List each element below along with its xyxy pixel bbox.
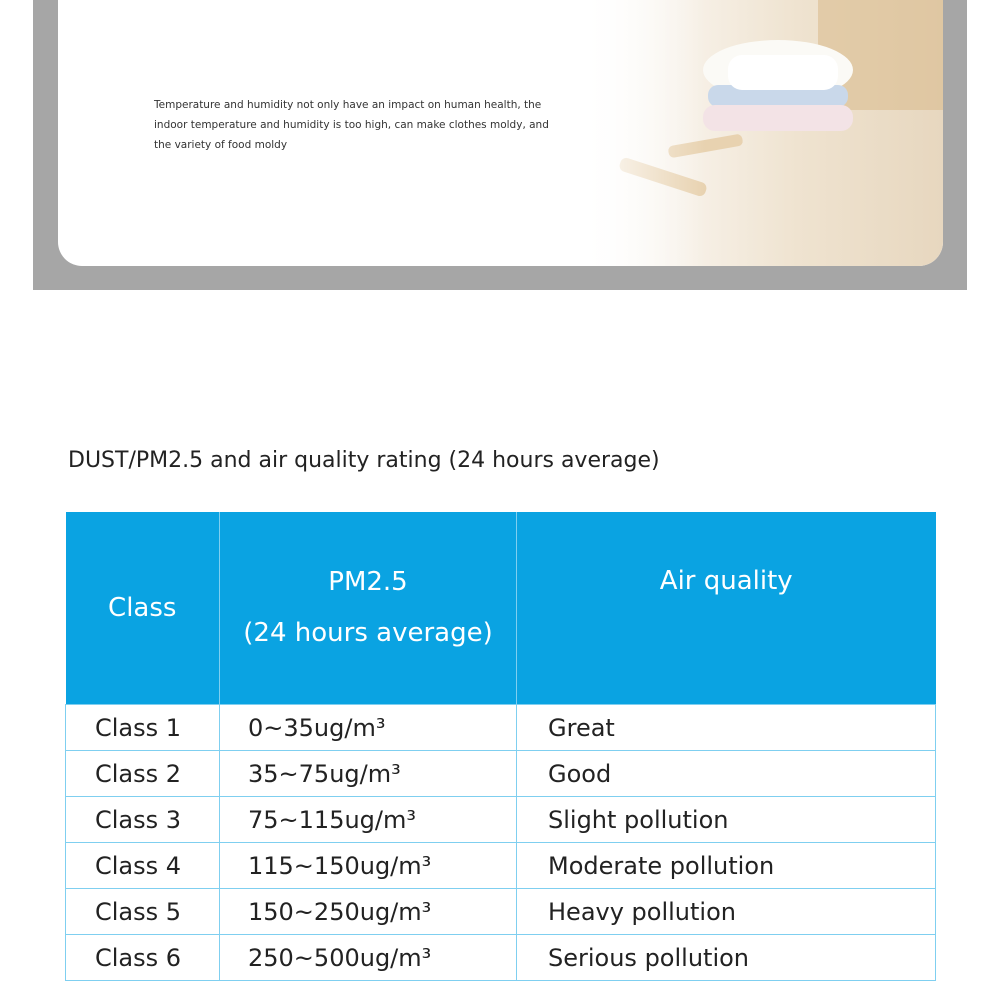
cell-quality: Serious pollution	[517, 935, 936, 981]
table-header-row	[66, 512, 936, 705]
header-class: Class	[66, 512, 220, 705]
table-row	[66, 705, 936, 751]
cell-class: Class 2	[66, 751, 220, 797]
folded-clothes-photo	[578, 0, 943, 266]
table-row	[66, 797, 936, 843]
banner-text: Temperature and humidity not only have an impact on human health, the indoor temperature and humidity is too high, can make clothes moldy, and the variety of food moldy	[154, 99, 549, 151]
cell-range: 115~150ug/m³	[220, 843, 517, 889]
header-pm25-line2: (24 hours average)	[243, 618, 493, 648]
banner-card	[58, 0, 943, 266]
cell-range: 250~500ug/m³	[220, 935, 517, 981]
cell-class: Class 4	[66, 843, 220, 889]
table-row	[66, 751, 936, 797]
cell-quality: Slight pollution	[517, 797, 936, 843]
cell-class: Class 6	[66, 935, 220, 981]
table-title: DUST/PM2.5 and air quality rating (24 hours average)	[68, 448, 660, 473]
header-pm25-line1: PM2.5	[328, 567, 408, 597]
cell-quality: Moderate pollution	[517, 843, 936, 889]
header-pm25	[220, 512, 517, 705]
cell-class: Class 5	[66, 889, 220, 935]
cell-class: Class 1	[66, 705, 220, 751]
table-row	[66, 935, 936, 981]
cell-quality: Good	[517, 751, 936, 797]
table-row	[66, 843, 936, 889]
air-quality-table	[65, 512, 936, 981]
cell-range: 0~35ug/m³	[220, 705, 517, 751]
header-air-quality: Air quality	[517, 512, 936, 705]
cell-range: 35~75ug/m³	[220, 751, 517, 797]
cell-quality: Great	[517, 705, 936, 751]
table-row	[66, 889, 936, 935]
cell-quality: Heavy pollution	[517, 889, 936, 935]
cell-range: 150~250ug/m³	[220, 889, 517, 935]
cell-class: Class 3	[66, 797, 220, 843]
cell-range: 75~115ug/m³	[220, 797, 517, 843]
banner	[33, 0, 967, 290]
